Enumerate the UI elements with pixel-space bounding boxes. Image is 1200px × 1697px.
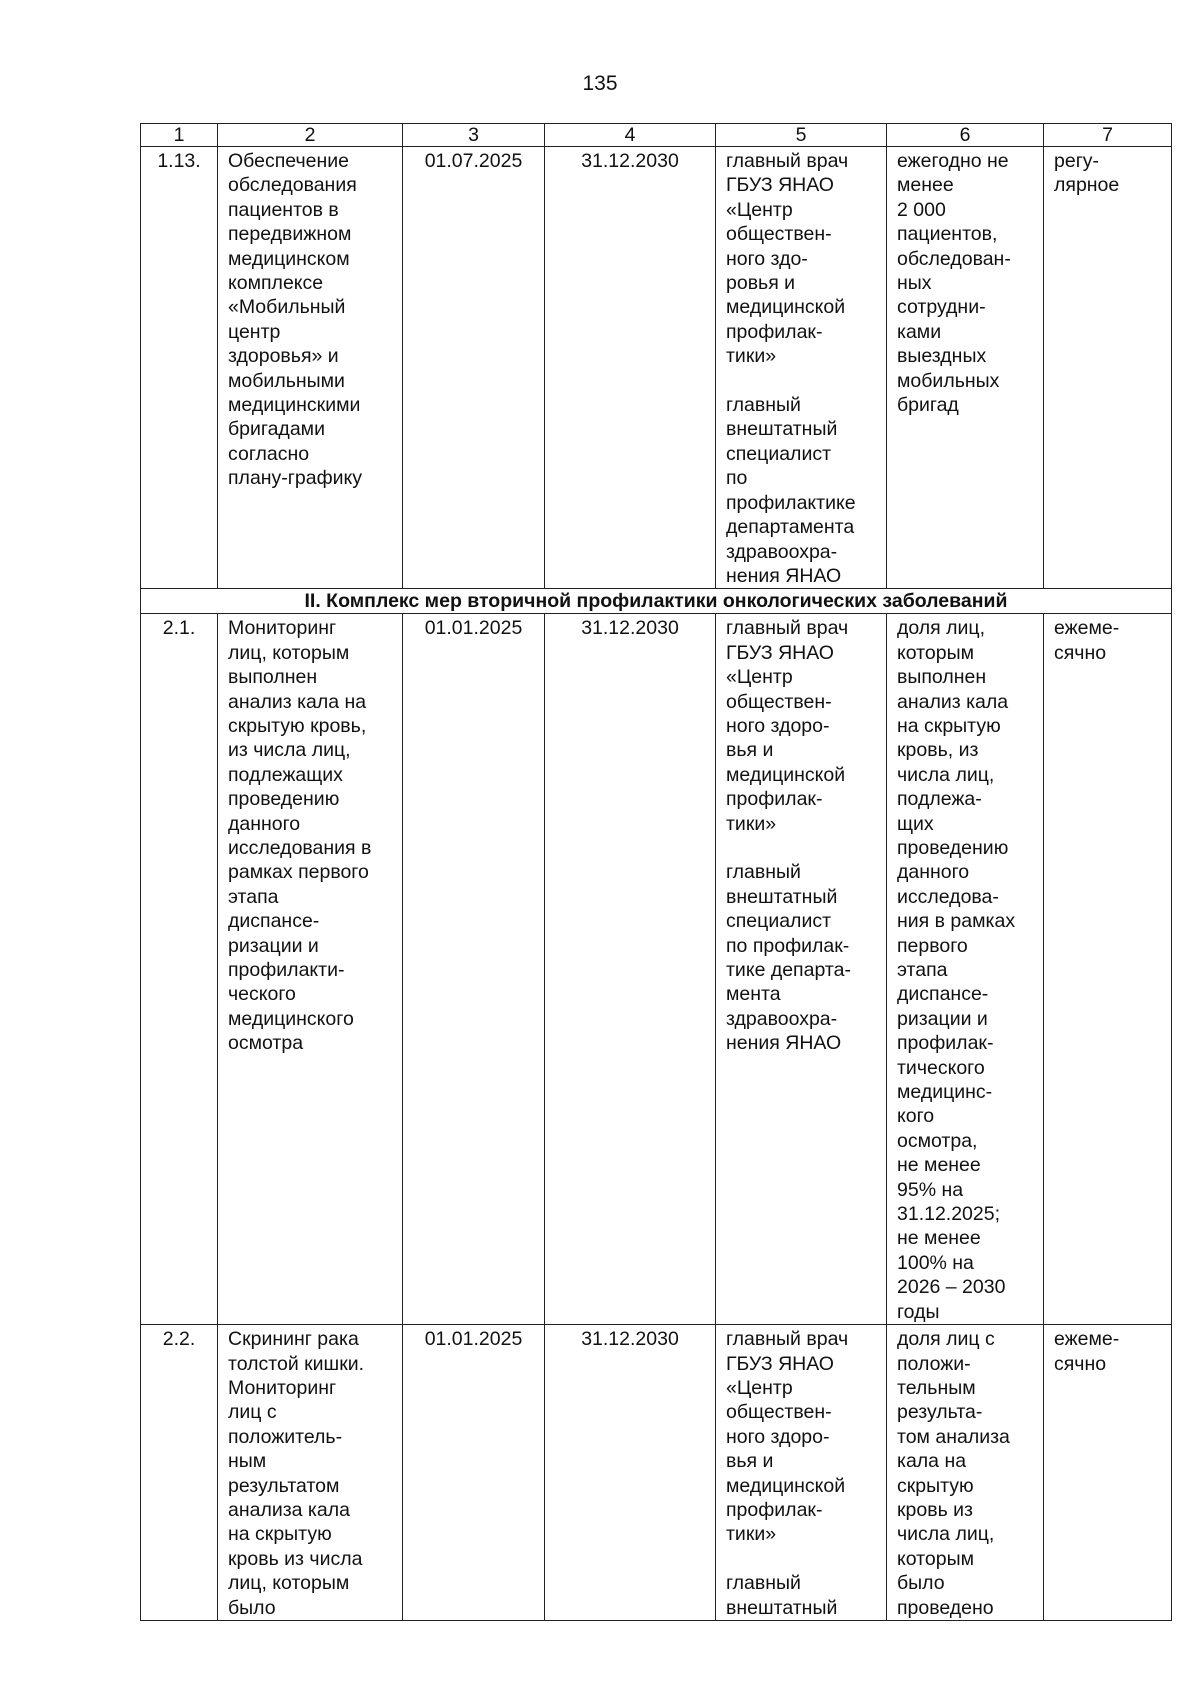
item-number: 2.2. [141,1325,218,1621]
action-cell: Мониторинг лиц, которым выполнен анализ кала на скрытую кровь, из числа лиц, подлежащих проведению данного исследования в рамках первого этапа диспансе- ризации и профилакти- ческого медицинского осмотра [218,614,403,1325]
column-header: 7 [1044,124,1172,147]
start-date-cell: 01.01.2025 [403,614,545,1325]
column-header: 6 [887,124,1044,147]
item-number: 2.1. [141,614,218,1325]
item-number: 1.13. [141,147,218,589]
responsible-cell: главный врач ГБУЗ ЯНАО «Центр обществен- ного здо- ровья и медицинской профилак- тики» главный внештатный специалист по профилактике департамента здравоохра- нения ЯНАО [716,147,887,589]
end-date-cell: 31.12.2030 [545,614,716,1325]
action-cell: Обеспечение обследования пациентов в передвижном медицинском комплексе «Мобильный центр здоровья» и мобильными медицинскими бригадами согласно плану-графику [218,147,403,589]
column-header: 3 [403,124,545,147]
section-heading-row [141,589,1172,614]
end-date-cell: 31.12.2030 [545,147,716,589]
responsible-cell: главный врач ГБУЗ ЯНАО «Центр обществен- ного здоро- вья и медицинской профилак- тики» главный внештатный [716,1325,887,1621]
result-cell: доля лиц, которым выполнен анализ кала на скрытую кровь, из числа лиц, подлежа- щих проведению данного исследова- ния в рамках первого этапа диспансе- ризации и профилак- тического медицинс- кого осмотра, не менее 95% на 31.12.2025; не менее 100% на 2026 – 2030 годы [887,614,1044,1325]
start-date-cell: 01.01.2025 [403,1325,545,1621]
action-cell: Скрининг рака толстой кишки. Мониторинг лиц с положитель- ным результатом анализа кала на скрытую кровь из числа лиц, которым было [218,1325,403,1621]
section-title: II. Комплекс мер вторичной профилактики онкологических заболеваний [141,589,1172,614]
responsible-cell: главный врач ГБУЗ ЯНАО «Центр обществен- ного здоро- вья и медицинской профилак- тики» главный внештатный специалист по профилак- тике департа- мента здравоохра- нения ЯНАО [716,614,887,1325]
page-number: 135 [582,72,618,95]
column-header: 5 [716,124,887,147]
start-date-cell: 01.07.2025 [403,147,545,589]
table-row [141,614,1172,1325]
frequency-cell: ежеме- сячно [1044,614,1172,1325]
result-cell: ежегодно не менее 2 000 пациентов, обследован- ных сотрудни- ками выездных мобильных бригад [887,147,1044,589]
column-header: 1 [141,124,218,147]
table-row [141,147,1172,589]
result-cell: доля лиц с положи- тельным результа- том анализа кала на скрытую кровь из числа лиц, которым было проведено [887,1325,1044,1621]
frequency-cell: регу- лярное [1044,147,1172,589]
end-date-cell: 31.12.2030 [545,1325,716,1621]
column-header: 4 [545,124,716,147]
column-number-row [141,124,1172,147]
table-row [141,1325,1172,1621]
column-header: 2 [218,124,403,147]
activity-plan-table [140,123,1172,1621]
frequency-cell: ежеме- сячно [1044,1325,1172,1621]
